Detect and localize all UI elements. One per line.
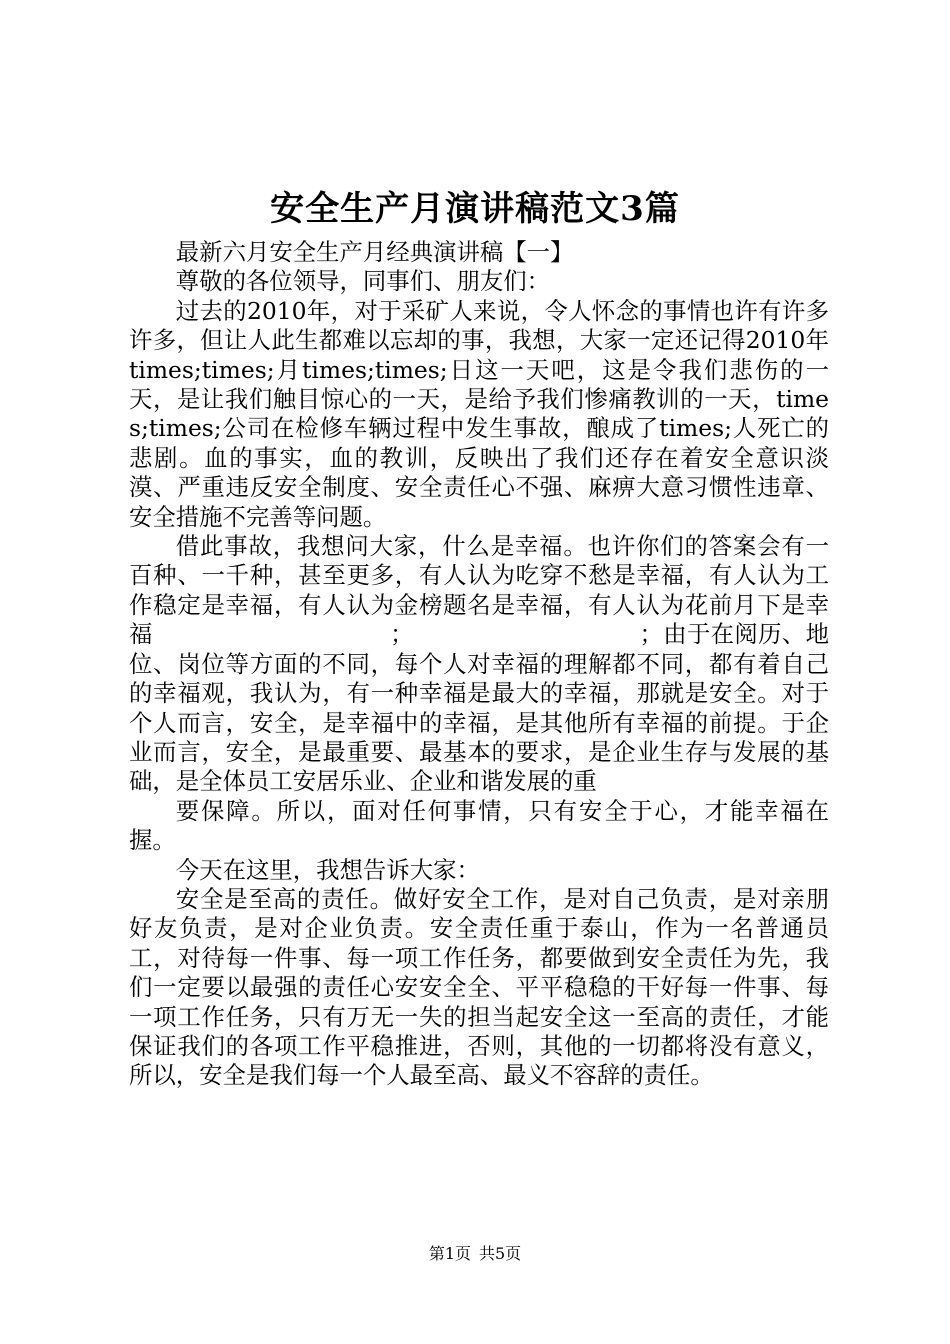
page-total: 共5页 [479, 1244, 522, 1263]
paragraph-intro: 今天在这里，我想告诉大家： [175, 855, 480, 884]
paragraph-happiness: 借此事故，我想问大家，什么是幸福。也许你们的答案会有一百种、一千种，甚至更多，有人认为吃穿不愁是幸福，有人认为工作稳定是幸福，有人认为金榜题名是幸福，有人认为花前月下是幸福 ； ；由于在阅历、地位、岗位等方面的不同，每个人对幸福的理解都不同，都有着自己的幸福观，我认为，有一种幸福是最大的幸福，那就是安全。对于个人而言，安全，是幸福中的幸福，是其他所有幸福的前提。于企业而言，安全，是最重要、最基本的要求，是企业生存与发展的基础，是全体员工安居乐业、企业和谐发展的重 [129, 532, 829, 796]
paragraph-salutation: 尊敬的各位领导，同事们、朋友们： [175, 267, 551, 296]
document-body [129, 238, 829, 1091]
page-footer [0, 1244, 950, 1264]
paragraph-continuation: 要保障。所以，面对任何事情，只有安全于心，才能幸福在握。 [129, 796, 829, 855]
page-number: 第1页 [428, 1244, 471, 1263]
document-title: 安全生产月演讲稿范文3篇 [270, 189, 680, 229]
paragraph-accident: 过去的2010年，对于采矿人来说，令人怀念的事情也许有许多许多，但让人此生都难以忘却的事，我想，大家一定还记得2010年times;times;月times;times;日这一天吧，这是令我们悲伤的一天，是让我们触目惊心的一天，是给予我们惨痛教训的一天，times;times;公司在检修车辆过程中发生事故，酿成了times;人死亡的悲剧。血的事实，血的教训，反映出了我们还存在着安全意识淡漠、严重违反安全制度、安全责任心不强、麻痹大意习惯性违章、安全措施不完善等问题。 [129, 296, 829, 531]
paragraph-subtitle: 最新六月安全生产月经典演讲稿【一】 [175, 238, 574, 266]
paragraph-responsibility: 安全是至高的责任。做好安全工作，是对自己负责，是对亲朋好友负责，是对企业负责。安全责任重于泰山，作为一名普通员工，对待每一件事、每一项工作任务，都要做到安全责任为先，我们一定要以最强的责任心安安全全、平平稳稳的干好每一件事、每一项工作任务，只有万无一失的担当起安全这一至高的责任，才能保证我们的各项工作平稳推进，否则，其他的一切都将没有意义，所以，安全是我们每一个人最至高、最义不容辞的责任。 [129, 884, 829, 1090]
